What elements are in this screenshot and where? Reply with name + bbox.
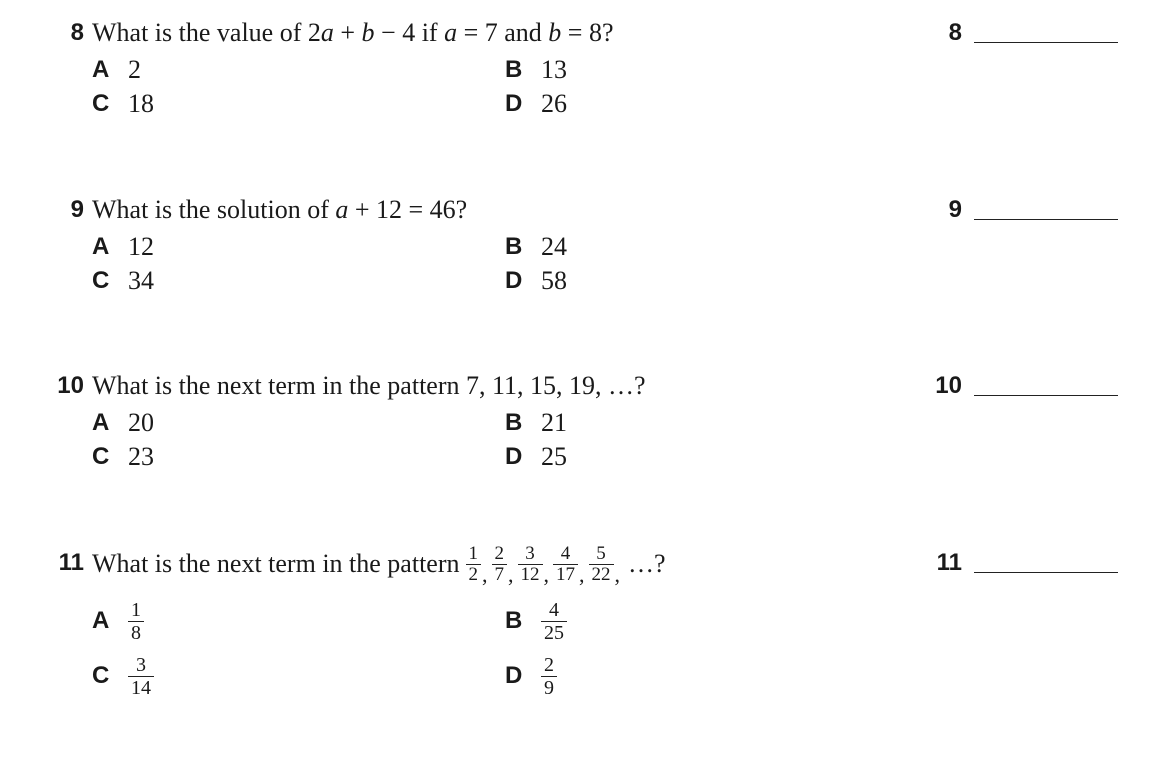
question-number: 9: [70, 196, 84, 223]
pattern-term: $\frac{4}{17}$ ,: [553, 544, 589, 585]
option-c[interactable]: C 18: [92, 89, 154, 118]
question-text: What is the next term in the pattern 7, 11, 15, 19, …?: [92, 371, 646, 400]
question-number: 8: [70, 19, 84, 46]
option-a[interactable]: A $\frac{1}{8}$: [92, 597, 144, 645]
pattern-term: $\frac{2}{7}$ ,: [492, 544, 518, 585]
question-number: 11: [58, 549, 84, 576]
option-c[interactable]: C 34: [92, 266, 154, 295]
option-d[interactable]: D 26: [505, 89, 567, 118]
question-text: What is the next term in the pattern $\frac{1}{2}$ , $\frac{2}{7}$ , $\frac{3}{12}$ , $\frac{4}{17}$ , $\frac{5}{22}$ , …?: [92, 542, 666, 587]
option-b[interactable]: B 24: [505, 232, 567, 261]
option-a[interactable]: A 20: [92, 408, 154, 437]
option-a[interactable]: A 12: [92, 232, 154, 261]
pattern-term: $\frac{1}{2}$ ,: [466, 544, 492, 585]
pattern-term: $\frac{3}{12}$ ,: [518, 544, 554, 585]
question-text: What is the solution of a + 12 = 46?: [92, 195, 468, 224]
option-b[interactable]: B 21: [505, 408, 567, 437]
option-d[interactable]: D $\frac{2}{9}$: [505, 652, 557, 700]
option-c[interactable]: C $\frac{3}{14}$: [92, 652, 154, 700]
answer-blank[interactable]: [974, 219, 1118, 220]
option-d[interactable]: D 25: [505, 442, 567, 471]
pattern-end: …?: [628, 549, 666, 578]
answer-number: 10: [935, 372, 962, 399]
option-d[interactable]: D 58: [505, 266, 567, 295]
answer-blank[interactable]: [974, 42, 1118, 43]
option-c[interactable]: C 23: [92, 442, 154, 471]
option-a[interactable]: A 2: [92, 55, 141, 84]
answer-number: 9: [948, 196, 962, 223]
question-text: What is the value of 2a + b − 4 if a = 7 and b = 8?: [92, 18, 614, 47]
answer-number: 8: [948, 19, 962, 46]
option-b[interactable]: B $\frac{4}{25}$: [505, 597, 567, 645]
option-b[interactable]: B 13: [505, 55, 567, 84]
pattern-term: $\frac{5}{22}$ ,: [589, 544, 625, 585]
answer-number: 11: [936, 549, 962, 576]
question-number: 10: [57, 372, 84, 399]
answer-blank[interactable]: [974, 395, 1118, 396]
answer-blank[interactable]: [974, 572, 1118, 573]
